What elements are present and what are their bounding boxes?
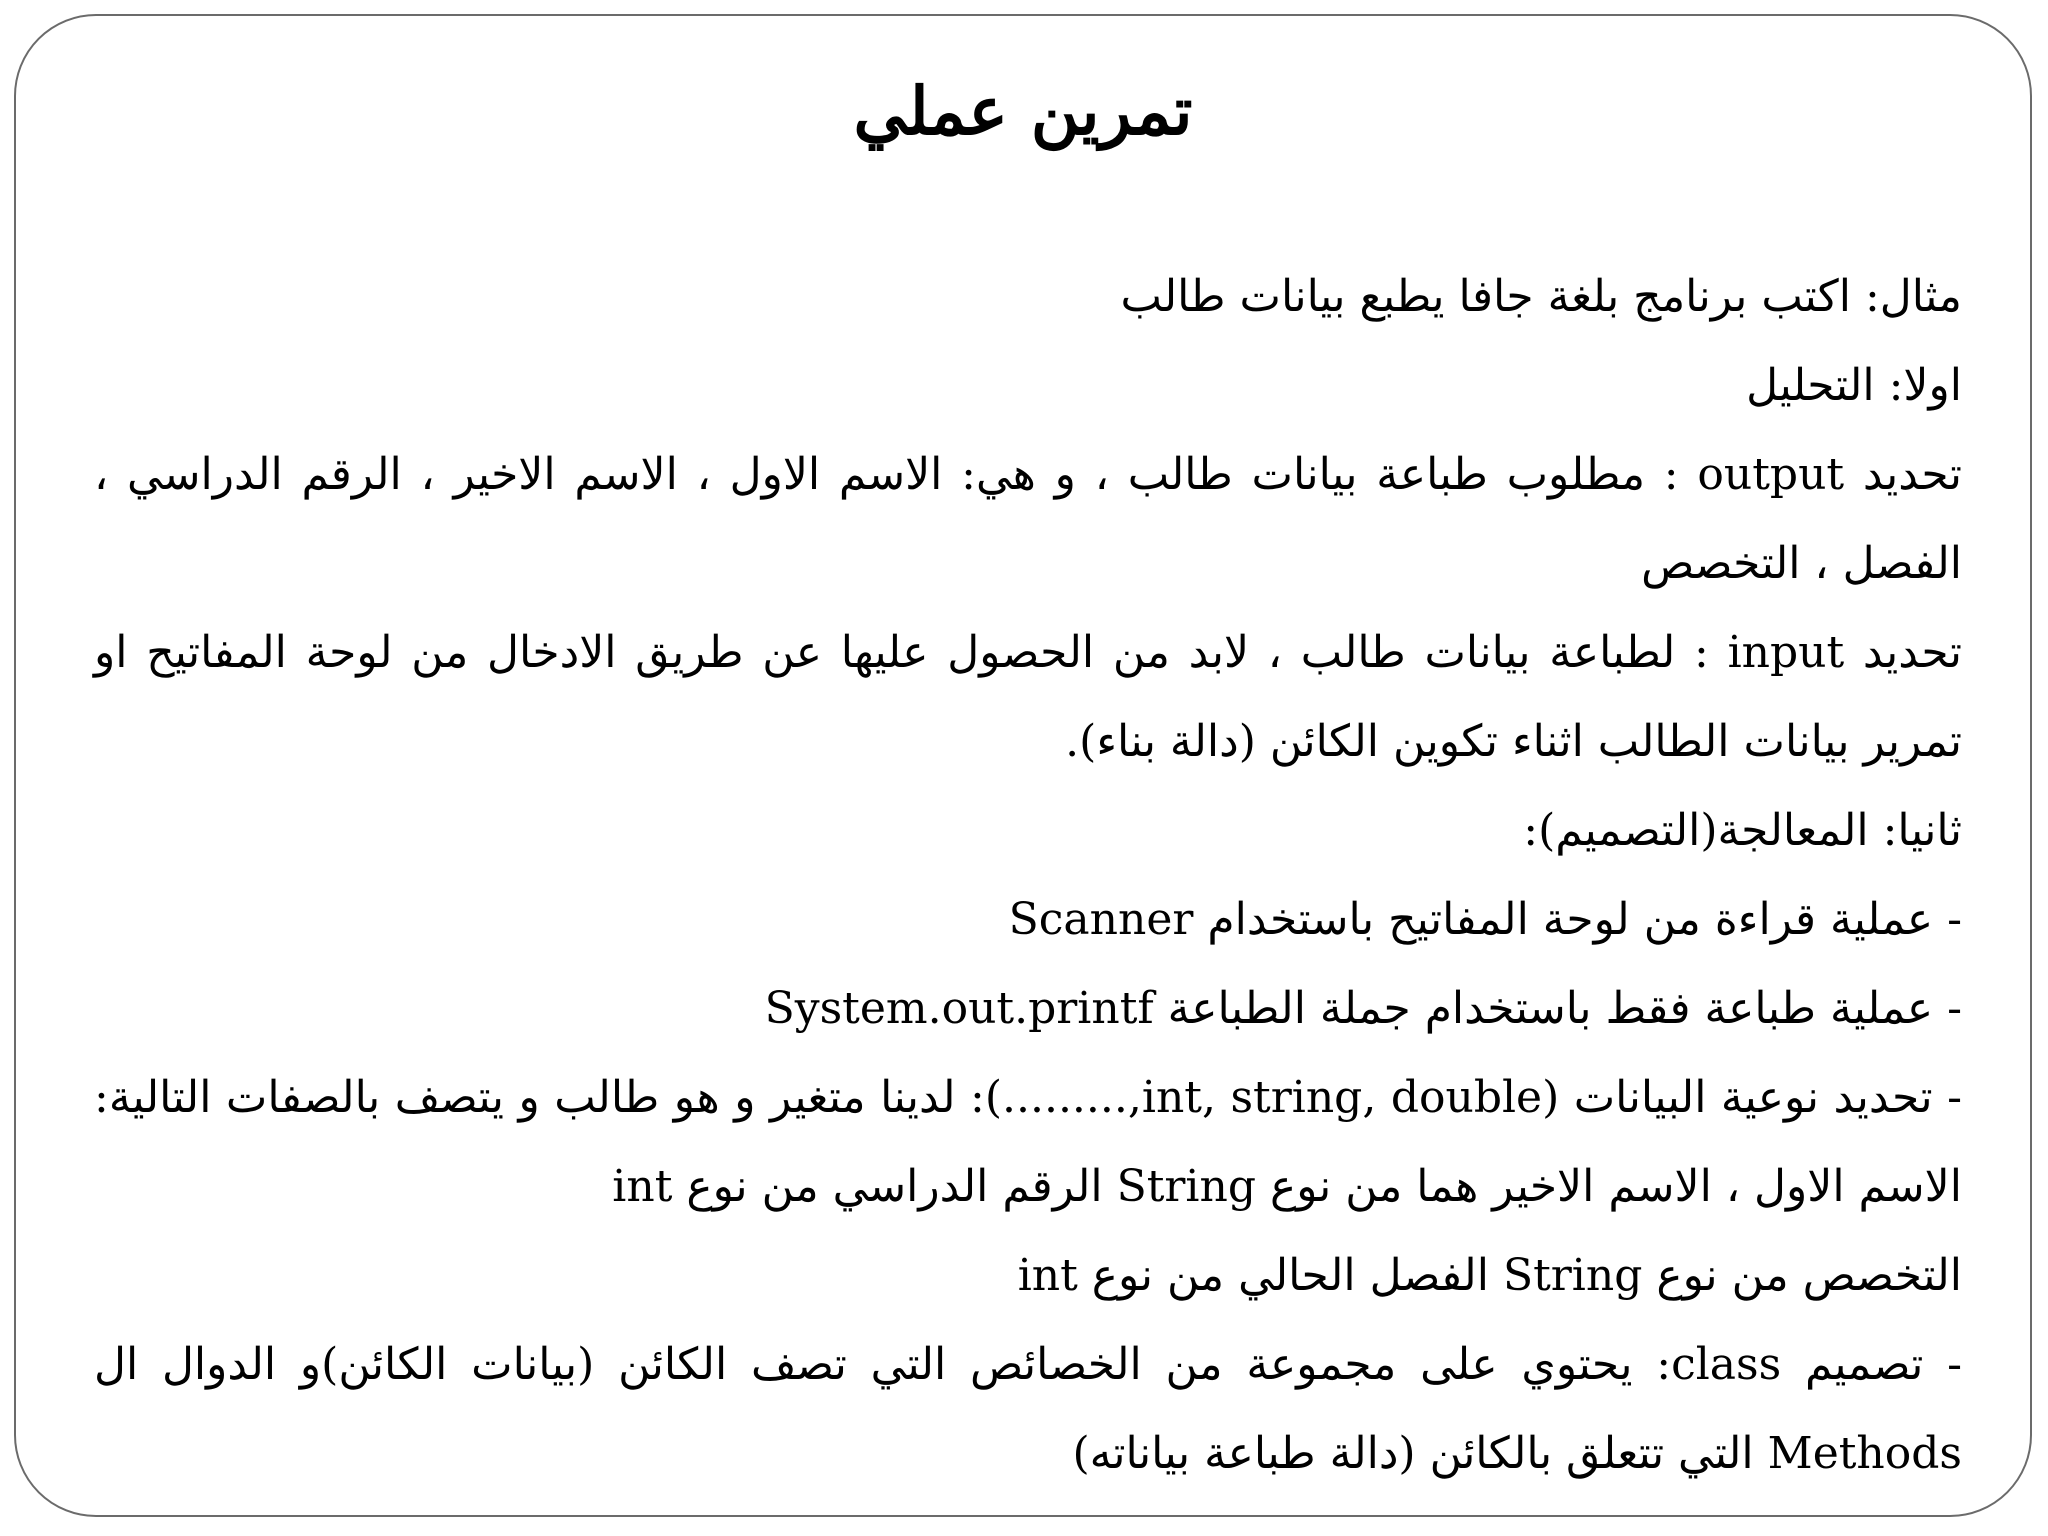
slide-frame (14, 14, 2032, 1517)
input-definition: تحديد input : لطباعة بيانات طالب ، لابد من الحصول عليها عن طريق الادخال من لوحة المفاتيح او تمرير بيانات الطالب اثناء تكوين الكائن (دالة بناء). (94, 627, 1963, 767)
bullet-scanner: - عملية قراءة من لوحة المفاتيح باستخدام Scanner (1008, 894, 1962, 945)
bullet-class-design: - تصميم class: يحتوي على مجموعة من الخصائص التي تصف الكائن (بيانات الكائن)و الدوال ال Methods التي تتعلق بالكائن (دالة طباعة بياناته) (94, 1339, 1962, 1479)
section-design-heading: ثانيا: المعالجة(التصميم): (1523, 805, 1962, 856)
data-types-continued: التخصص من نوع String الفصل الحالي من نوع int (1017, 1250, 1962, 1301)
section-analysis-heading: اولا: التحليل (1746, 360, 1962, 411)
bullet-data-types: - تحديد نوعية البيانات (int, string, double,.........): لدينا متغير و هو طالب و يتصف بالصفات التالية: الاسم الاول ، الاسم الاخير هما من نوع String الرقم الدراسي من نوع int (94, 1072, 1962, 1212)
example-statement: مثال: اكتب برنامج بلغة جافا يطبع بيانات طالب (1120, 271, 1962, 322)
slide-title: تمرين عملي (853, 72, 1193, 150)
bullet-printf: - عملية طباعة فقط باستخدام جملة الطباعة System.out.printf (764, 983, 1962, 1034)
slide-content (94, 252, 1962, 1498)
output-definition: تحديد output : مطلوب طباعة بيانات طالب ، و هي: الاسم الاول ، الاسم الاخير ، الرقم الدراسي ، الفصل ، التخصص (94, 449, 1962, 589)
